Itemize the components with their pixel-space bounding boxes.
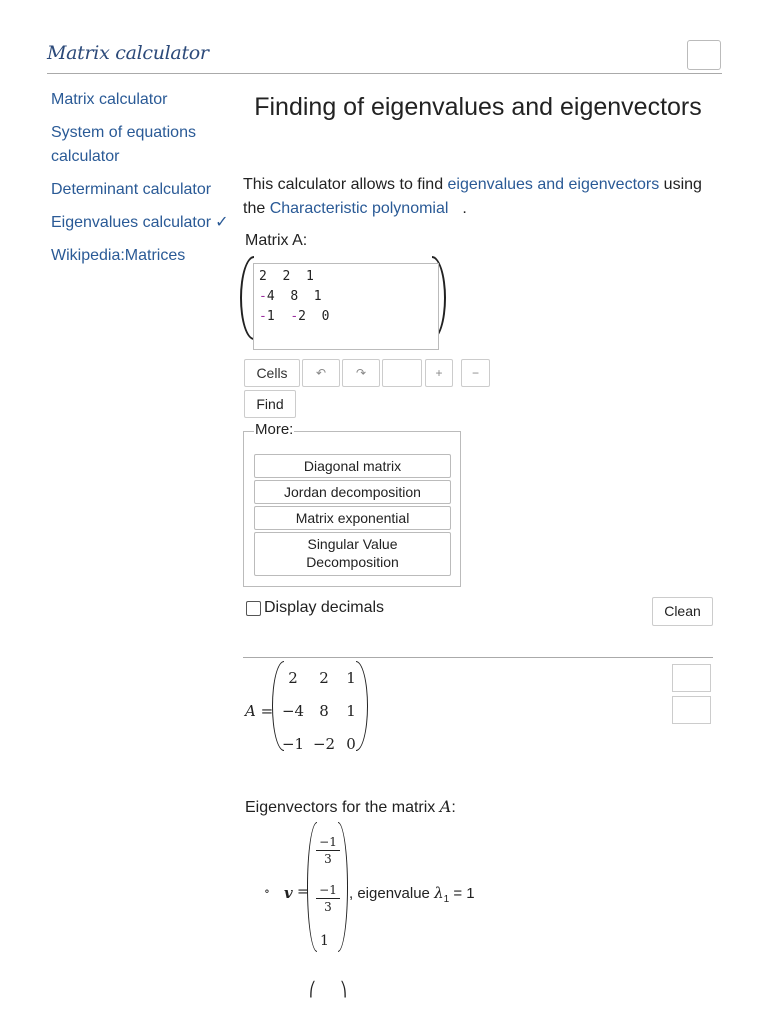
intro-text-part: using the [243, 176, 702, 217]
matrix-name-var: A [245, 702, 256, 720]
matrix-input-value: 2 [282, 269, 291, 284]
eigenvectors-heading [245, 797, 456, 817]
sidebar-item-wikipedia-matrices[interactable]: Wikipedia:Matrices [51, 247, 186, 264]
eigenvectors-heading-colon: : [451, 799, 456, 816]
redo-button[interactable]: ↷ [342, 359, 380, 387]
share-button[interactable] [672, 696, 711, 724]
eigen-link[interactable]: eigenvalues and eigenvectors [447, 176, 660, 193]
sidebar-item-eigenvalues-calculator[interactable] [51, 211, 236, 235]
sidebar-item-label: Eigenvalues calculator [51, 214, 212, 231]
matrix-cell: −1 [281, 735, 305, 753]
matrix-input-value: 8 [290, 289, 299, 304]
menu-button[interactable] [687, 40, 721, 70]
matrix-cell: 8 [319, 702, 329, 720]
matrix-cell: 1 [346, 669, 356, 687]
matrix-cell: 0 [346, 735, 356, 753]
clean-button[interactable]: Clean [652, 597, 713, 626]
find-button[interactable]: Find [244, 390, 296, 418]
svd-button[interactable]: Singular Value Decomposition [254, 532, 451, 576]
fraction-numerator: −1 [316, 834, 340, 851]
matrix-cell: 1 [346, 702, 356, 720]
cells-button[interactable]: Cells [244, 359, 300, 387]
matrix-cell: −2 [312, 735, 336, 753]
eigenvectors-heading-var: A [439, 797, 452, 816]
header [0, 0, 768, 76]
vector-name: v [284, 884, 293, 902]
brand-logo[interactable]: Matrix calculator [47, 42, 209, 64]
characteristic-polynomial-link[interactable]: Characteristic polynomial [269, 200, 449, 217]
next-vector-left-paren: ⎛ [309, 982, 316, 998]
intro-text-part: This calculator allows to find [243, 176, 448, 193]
vector-equals: = [297, 884, 309, 900]
fraction-numerator: −1 [316, 882, 340, 899]
bullet-icon: ∘ [264, 884, 270, 898]
size-field[interactable] [382, 359, 422, 387]
matrix-input-value: 1 [305, 269, 314, 284]
sidebar-item-determinant-calculator[interactable]: Determinant calculator [51, 181, 212, 198]
lambda-symbol: λ [434, 884, 444, 902]
result-divider [243, 657, 713, 658]
matrix-input-value: -4 [259, 289, 275, 304]
matrix-cell: 2 [288, 669, 298, 687]
lambda-subscript: 1 [443, 894, 450, 905]
matrix-input-value: 0 [321, 309, 330, 324]
page-title: Finding of eigenvalues and eigenvectors [254, 93, 702, 121]
matrix-cell: 2 [319, 669, 329, 687]
intro-text [243, 173, 713, 221]
sidebar [51, 88, 236, 277]
add-button[interactable]: + [425, 359, 453, 387]
matrix-input-value: -1 [259, 309, 275, 324]
copy-button[interactable] [672, 664, 711, 692]
sidebar-item-system-of-equations[interactable]: System of equations calculator [51, 124, 196, 165]
matrix-label: Matrix A: [245, 232, 308, 249]
matrix-input-value: 2 [259, 269, 267, 284]
left-paren [240, 256, 254, 340]
fraction-denominator: 3 [324, 900, 332, 914]
display-decimals-label: Display decimals [264, 599, 385, 616]
remove-button[interactable]: − [461, 359, 490, 387]
matrix-input-value: 1 [313, 289, 322, 304]
display-decimals-option[interactable] [246, 599, 384, 617]
diagonal-matrix-button[interactable]: Diagonal matrix [254, 454, 451, 478]
vector-component-3: 1 [320, 933, 329, 949]
eigenvalue-value: = 1 [449, 885, 475, 902]
more-legend: More: [255, 421, 294, 438]
matrix-input-row [259, 287, 433, 307]
equals-sign: = [260, 702, 274, 720]
undo-button[interactable]: ↶ [302, 359, 340, 387]
matrix-input-row [259, 307, 433, 327]
fraction-denominator: 3 [324, 852, 332, 866]
matrix-exponential-button[interactable]: Matrix exponential [254, 506, 451, 530]
jordan-decomposition-button[interactable]: Jordan decomposition [254, 480, 451, 504]
matrix-name [245, 702, 273, 720]
check-icon: ✓ [215, 214, 229, 231]
eigenvectors-heading-text: Eigenvectors for the matrix [245, 799, 440, 816]
sidebar-item-matrix-calculator[interactable]: Matrix calculator [51, 91, 168, 108]
display-decimals-checkbox[interactable] [246, 601, 261, 616]
header-divider [47, 73, 722, 74]
next-vector-right-paren: ⎞ [340, 982, 347, 998]
vector-component-2 [316, 882, 340, 915]
intro-text-part: . [462, 200, 467, 217]
eigenvalue-label: , eigenvalue [349, 885, 435, 902]
matrix-input-row [259, 267, 433, 287]
matrix-input[interactable] [253, 263, 439, 350]
vector-component-1 [316, 834, 340, 867]
matrix-cell: −4 [281, 702, 305, 720]
eigenvalue-text [349, 884, 475, 905]
matrix-input-value: -2 [290, 309, 306, 324]
